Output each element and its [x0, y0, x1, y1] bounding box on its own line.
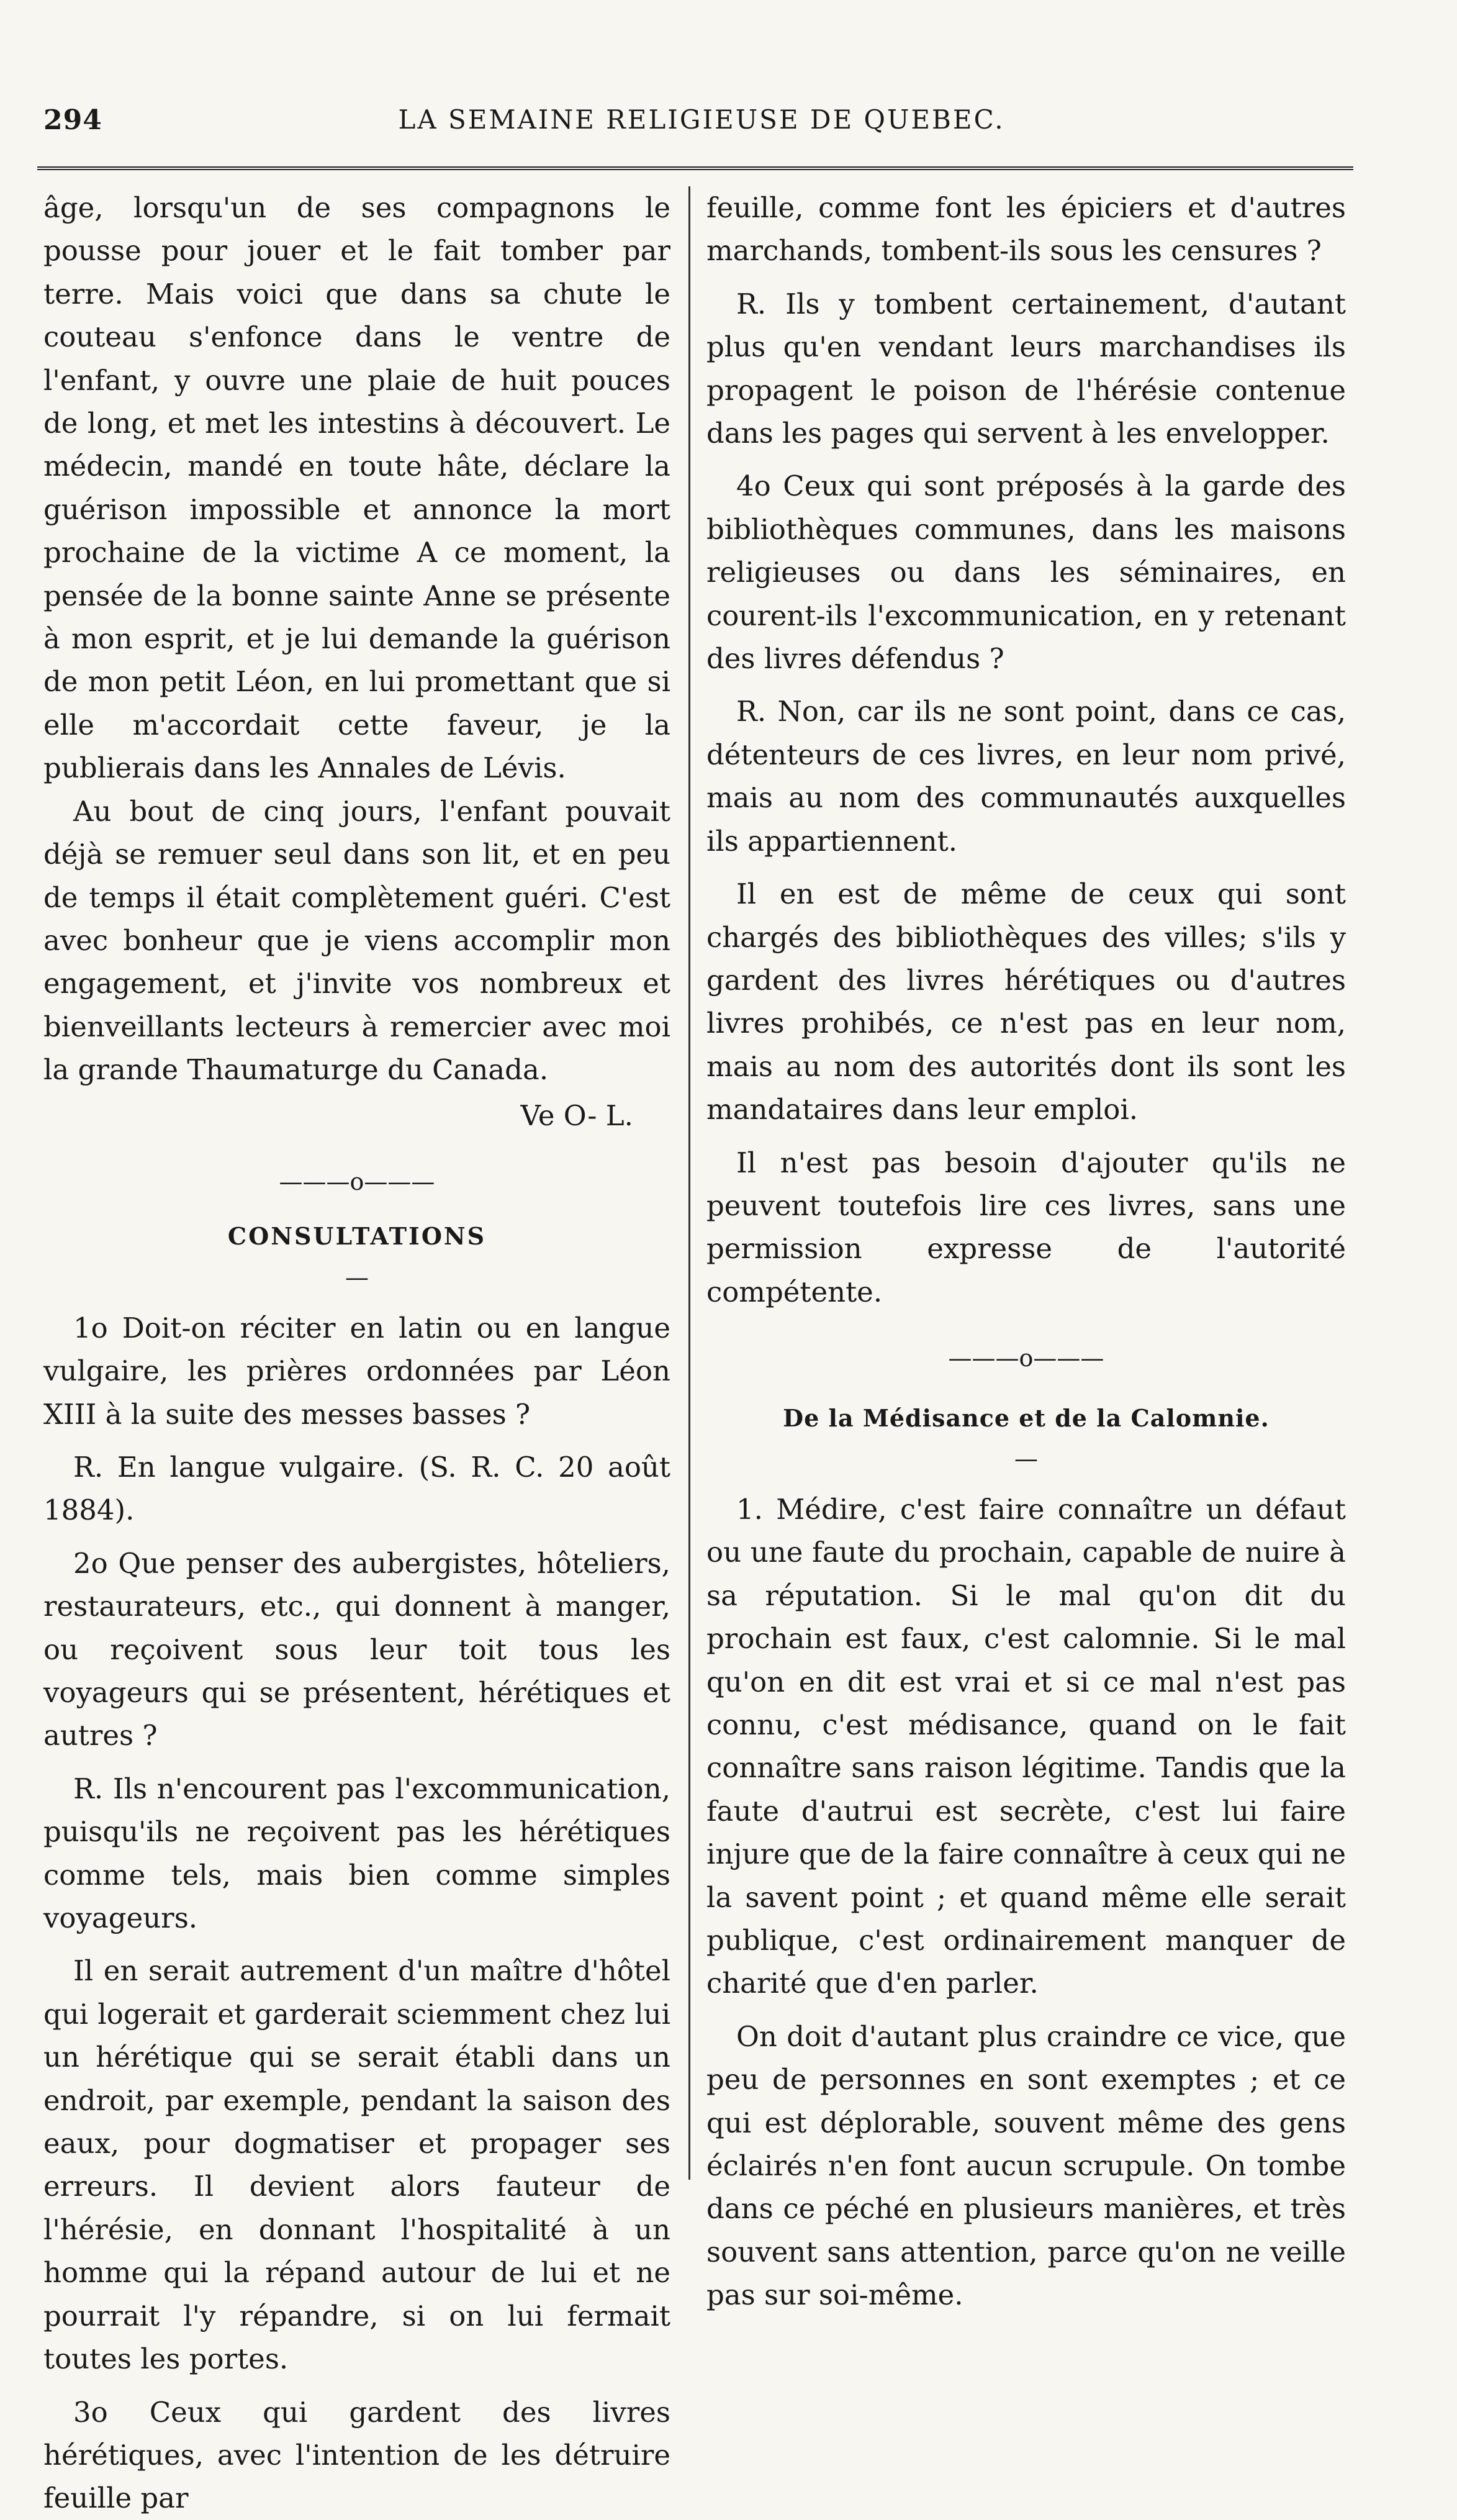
separator: ———o———	[279, 1167, 435, 1195]
signature: Ve O- L.	[520, 1099, 633, 1132]
answer: R. Ils n'encourent pas l'excommunication, puisqu'ils ne reçoivent pas les hérétiques comme tels, mais bien comme simples voyageurs.	[43, 1772, 670, 1935]
heading-dash: —	[345, 1263, 369, 1291]
paragraph: Au bout de cinq jours, l'enfant pouvait déjà se remuer seul dans son lit, et en peu de temps il était complètement guéri. C'est avec bonheur que je viens accomplir mon engagement, et j'invite vos nombreux et bienveillants lecteurs à remercier avec moi la grande Thaumaturge du Canada.	[43, 794, 670, 1087]
answer: R. Ils y tombent certainement, d'autant plus qu'en vendant leurs marchandises ils propagent le poison de l'hérésie contenue dans les pages qui servent à les envelopper.	[706, 287, 1346, 450]
question: 4o Ceux qui sont préposés à la garde des bibliothèques communes, dans les maisons religieuses ou dans les séminaires, en courent-ils l'excommunication, en y retenant des livres défendus ?	[706, 469, 1346, 676]
paragraph: Il en serait autrement d'un maître d'hôtel qui logerait et garderait sciemment chez lui un hérétique qui se serait établi dans un endroit, par exemple, pendant la saison des eaux, pour dogmatiser et propager ses erreurs. Il devient alors fauteur de l'hérésie, en donnant l'hospitalité à un homme qui la répand autour de lui et ne pourrait l'y répandre, si on lui fermait toutes les portes.	[43, 1954, 670, 2376]
paragraph: On doit d'autant plus craindre ce vice, que peu de personnes en sont exemptes ; et ce qui est déplorable, souvent même des gens éclairés n'en font aucun scrupule. On tombe dans ce péché en plusieurs manières, et très souvent sans attention, parce qu'on ne veille pas sur soi-même.	[706, 2019, 1346, 2312]
page-number: 294	[43, 104, 102, 136]
separator: ———o———	[948, 1344, 1104, 1372]
right-column	[706, 186, 1346, 2317]
left-column	[43, 186, 670, 2520]
header-rule	[37, 166, 1353, 170]
paragraph: Il n'est pas besoin d'ajouter qu'ils ne peuvent toutefois lire ces livres, sans une permission expresse de l'autorité compétente.	[706, 1146, 1346, 1308]
answer: R. Non, car ils ne sont point, dans ce cas, détenteurs de ces livres, en leur nom privé, mais au nom des communautés auxquelles ils appartiennent.	[706, 695, 1346, 858]
question: 3o Ceux qui gardent des livres hérétiques, avec l'intention de les détruire feuille par	[43, 2395, 670, 2515]
paragraph: âge, lorsqu'un de ses compagnons le pousse pour jouer et le fait tomber par terre. Mais voici que dans sa chute le couteau s'enfonce dans le ventre de l'enfant, y ouvre une plaie de huit pouces de long, et met les intestins à découvert. Le médecin, mandé en toute hâte, déclare la guérison impossible et annonce la mort prochaine de la victime A ce moment, la pensée de la bonne sainte Anne se présente à mon esprit, et je lui demande la guérison de mon petit Léon, en lui promettant que si elle m'accordait cette faveur, je la publierais dans les Annales de Lévis.	[43, 191, 670, 785]
paragraph: Il en est de même de ceux qui sont chargés des bibliothèques des villes; s'ils y gardent des livres hérétiques ou d'autres livres prohibés, ce n'est pas en leur nom, mais au nom des autorités dont ils sont les mandataires dans leur emploi.	[706, 877, 1346, 1126]
paragraph: 1. Médire, c'est faire connaître un défaut ou une faute du prochain, capable de nuire à sa réputation. Si le mal qu'on dit du prochain est faux, c'est calomnie. Si le mal qu'on en dit est vrai et si ce mal n'est pas connu, c'est médisance, quand on le fait connaître sans raison légitime. Tandis que la faute d'autrui est secrète, c'est lui faire injure que de la faire connaître à ceux qui ne la savent point ; et quand même elle serait publique, c'est ordinairement manquer de charité que d'en parler.	[706, 1492, 1346, 2000]
paragraph: feuille, comme font les épiciers et d'autres marchands, tombent-ils sous les censures ?	[706, 191, 1346, 268]
question: 2o Que penser des aubergistes, hôteliers, restaurateurs, etc., qui donnent à manger, ou reçoivent sous leur toit tous les voyageurs qui se présentent, hérétiques et autres ?	[43, 1546, 670, 1752]
heading-dash: —	[1014, 1444, 1038, 1472]
section-heading: CONSULTATIONS	[227, 1222, 487, 1251]
page-header	[43, 104, 1360, 148]
answer: R. En langue vulgaire. (S. R. C. 20 août 1884).	[43, 1450, 670, 1527]
question: 1o Doit-on réciter en latin ou en langue vulgaire, les prières ordonnées par Léon XIII à la suite des messes basses ?	[43, 1311, 670, 1431]
running-title: LA SEMAINE RELIGIEUSE DE QUEBEC.	[398, 104, 1005, 135]
section-heading: De la Médisance et de la Calomnie.	[783, 1403, 1270, 1432]
column-divider	[688, 186, 690, 2180]
